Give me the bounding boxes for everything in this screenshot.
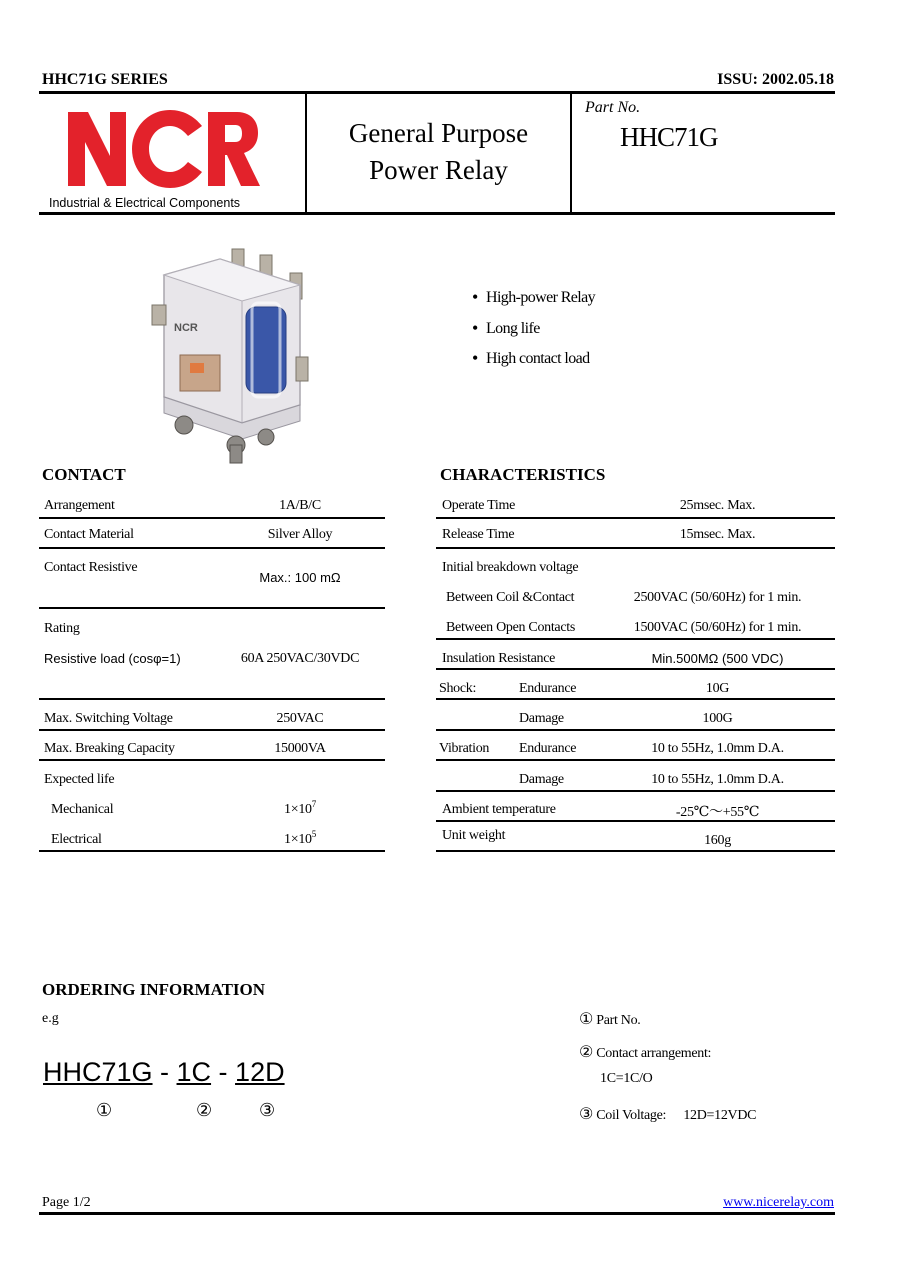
header-top-rule [39, 91, 835, 94]
relay-illustration [150, 245, 310, 467]
footer-rule [39, 1212, 835, 1215]
website-link[interactable]: www.nicerelay.com [723, 1195, 834, 1210]
char-row-rule [436, 517, 835, 519]
resistive-load-label: Resistive load (cosφ=1) [44, 651, 181, 666]
legend-item-1: ① Part No. [579, 1011, 641, 1028]
open-contacts-label: Between Open Contacts [446, 620, 575, 635]
char-row-rule [436, 729, 835, 731]
char-row-rule [436, 668, 835, 670]
insulation-label: Insulation Resistance [442, 651, 556, 666]
contact-resistive-value: Max.: 100 mΩ [259, 570, 341, 585]
legend-item-2-detail: 1C=1C/O [600, 1071, 653, 1086]
rating-label: Rating [44, 621, 80, 636]
characteristics-heading: CHARACTERISTICS [440, 465, 606, 484]
ambient-temp-label: Ambient temperature [442, 802, 556, 817]
shock-endurance-value: 10G [705, 681, 730, 696]
mechanical-life-label: Mechanical [51, 802, 114, 817]
contact-material-value: Silver Alloy [267, 527, 333, 542]
breakdown-voltage-label: Initial breakdown voltage [442, 560, 579, 575]
contact-row-rule [39, 607, 385, 609]
breaking-capacity-value: 15000VA [274, 741, 326, 756]
contact-resistive-label: Contact Resistive [44, 560, 138, 575]
shock-endurance-label: Endurance [519, 681, 577, 696]
ncr-logo-graphic [62, 106, 262, 190]
issue-date: ISSU: 2002.05.18 [717, 71, 834, 88]
contact-row-rule [39, 759, 385, 761]
switching-voltage-value: 250VAC [276, 711, 324, 726]
code-part: HHC71G [43, 1057, 153, 1087]
code-contact: 1C [176, 1057, 212, 1087]
mechanical-life-value: $1\times 10^7$ [284, 799, 316, 817]
ordering-heading: ORDERING INFORMATION [42, 980, 266, 999]
contact-heading: CONTACT [42, 465, 126, 484]
relay-product-image [150, 245, 310, 467]
ncr-logo [62, 106, 262, 190]
vibration-damage-label: Damage [519, 772, 564, 787]
contact-table-bottom-rule [39, 850, 385, 852]
ordering-code-example [43, 1057, 285, 1088]
code-separator: - [211, 1057, 236, 1087]
release-time-label: Release Time [442, 527, 515, 542]
code-marker-3: ③ [259, 1100, 276, 1120]
title-line-2: Power Relay [369, 155, 508, 185]
breaking-capacity-label: Max. Breaking Capacity [44, 741, 175, 756]
shock-label: Shock: [439, 681, 477, 696]
feature-item-1: • High-power Relay [486, 283, 595, 314]
operate-time-label: Operate Time [442, 498, 516, 513]
code-marker-1: ① [96, 1100, 113, 1120]
part-number: HHC71G [620, 122, 718, 152]
contact-material-label: Contact Material [44, 527, 134, 542]
rating-value: 60A 250VAC/30VDC [240, 651, 360, 666]
feature-list [486, 283, 595, 375]
vibration-label: Vibration [439, 741, 490, 756]
arrangement-value: 1A/B/C [279, 498, 321, 513]
insulation-value: Min.500MΩ (500 VDC) [651, 651, 784, 666]
expected-life-label: Expected life [44, 772, 115, 787]
unit-weight-value: 160g [704, 833, 731, 848]
char-row-rule [436, 547, 835, 549]
title-line-1: General Purpose [348, 118, 529, 148]
ambient-temp-value: -25℃～+55℃ [675, 805, 760, 820]
document-title [307, 115, 570, 189]
page-number: Page 1/2 [42, 1195, 91, 1210]
logo-subtitle: Industrial & Electrical Components [49, 196, 241, 210]
header-divider-2 [570, 94, 572, 212]
code-coil: 12D [235, 1057, 285, 1087]
char-row-rule [436, 638, 835, 640]
part-no-label: Part No. [585, 99, 641, 116]
legend-item-3: ③ Coil Voltage: 12D=12VDC [579, 1106, 757, 1123]
char-row-rule [436, 759, 835, 761]
char-table-bottom-rule [436, 850, 835, 852]
char-row-rule [436, 790, 835, 792]
electrical-life-value: $1\times 10^5$ [284, 829, 316, 847]
electrical-life-label: Electrical [51, 832, 102, 847]
coil-contact-value: 2500VAC (50/60Hz) for 1 min. [633, 590, 802, 605]
feature-item-2: • Long life [486, 314, 595, 345]
release-time-value: 15msec. Max. [679, 527, 756, 542]
char-row-rule [436, 698, 835, 700]
code-marker-2: ② [196, 1100, 213, 1120]
contact-row-rule [39, 517, 385, 519]
example-label: e.g [42, 1011, 59, 1026]
vibration-endurance-value: 10 to 55Hz, 1.0mm D.A. [651, 741, 784, 756]
legend-item-2: ② Contact arrangement: [579, 1044, 712, 1061]
vibration-damage-value: 10 to 55Hz, 1.0mm D.A. [651, 772, 784, 787]
arrangement-label: Arrangement [44, 498, 115, 513]
contact-row-rule [39, 547, 385, 549]
switching-voltage-label: Max. Switching Voltage [44, 711, 173, 726]
open-contacts-value: 1500VAC (50/60Hz) for 1 min. [633, 620, 802, 635]
contact-row-rule [39, 698, 385, 700]
shock-damage-label: Damage [519, 711, 564, 726]
coil-contact-label: Between Coil &Contact [446, 590, 575, 605]
unit-weight-label: Unit weight [442, 828, 506, 843]
shock-damage-value: 100G [702, 711, 733, 726]
header-bottom-rule [39, 212, 835, 215]
char-row-rule [436, 820, 835, 822]
code-separator: - [152, 1057, 177, 1087]
operate-time-value: 25msec. Max. [679, 498, 756, 513]
contact-row-rule [39, 729, 385, 731]
series-title: HHC71G SERIES [42, 71, 168, 88]
feature-item-3: • High contact load [486, 344, 595, 375]
vibration-endurance-label: Endurance [519, 741, 577, 756]
svg-text:NCR: NCR [174, 322, 198, 334]
